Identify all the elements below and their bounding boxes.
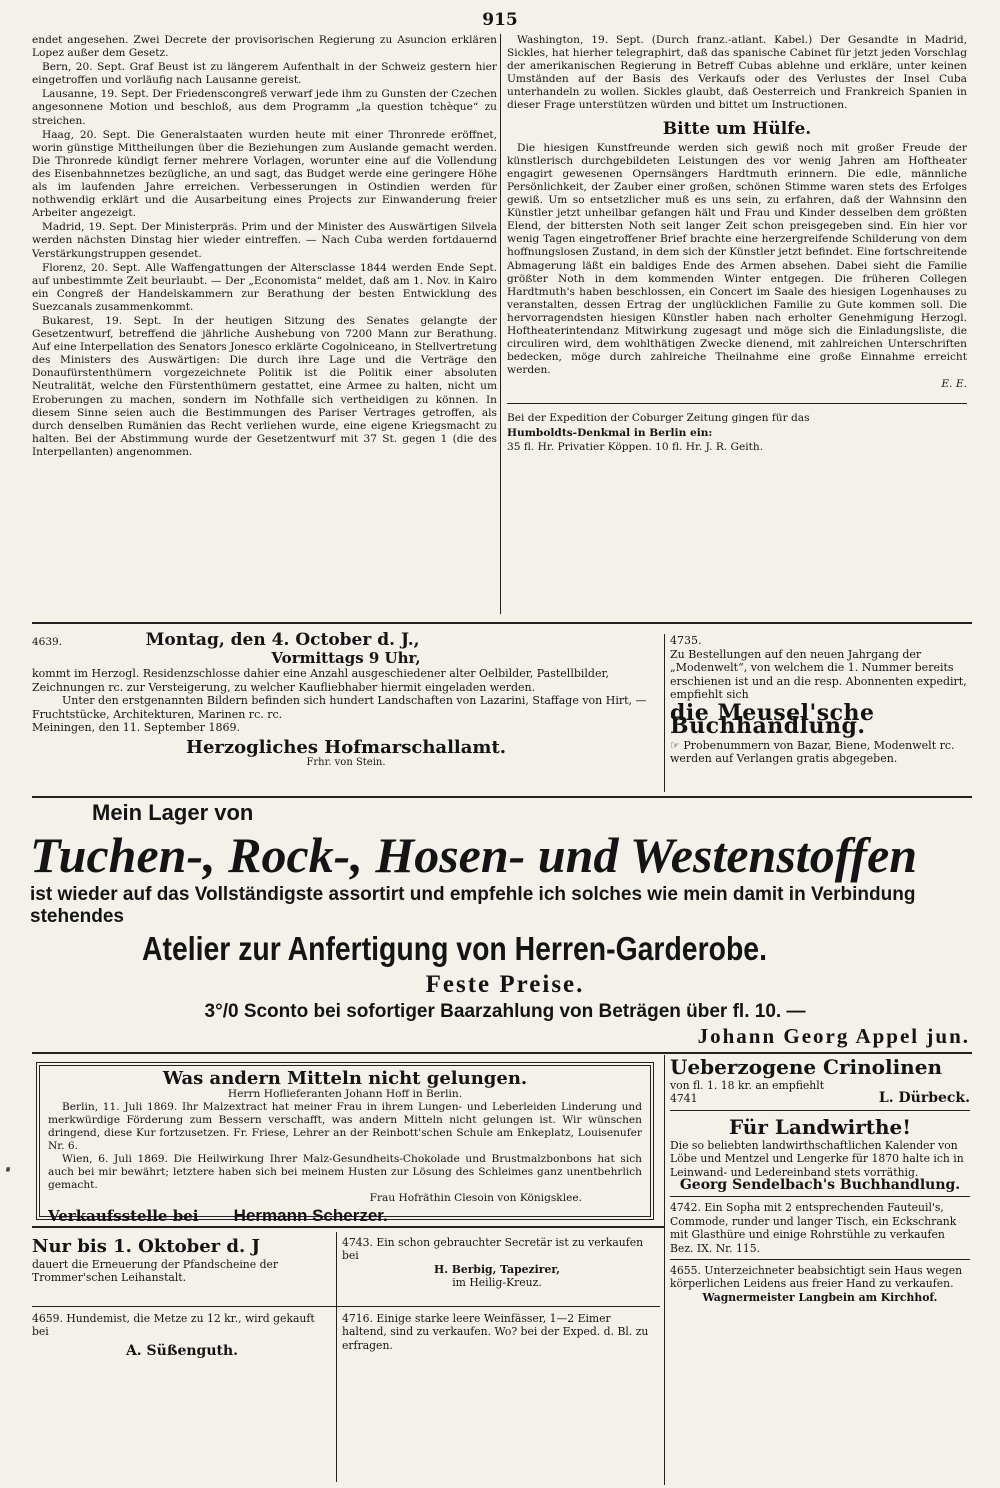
lower-ads-top-rule	[32, 1052, 972, 1054]
ads-top-rule	[32, 622, 972, 624]
news-column-right	[507, 34, 967, 614]
dog-dung-seller: A. Süßenguth.	[125, 1342, 239, 1359]
secretary-text: 4743. Ein schon gebrauchter Secretär ist zu verkaufen bei	[342, 1236, 644, 1263]
malt-sales-point	[48, 1206, 642, 1225]
news-item-asuncion: endet angesehen. Zwei Decrete der provisorischen Regierung zu Asuncion erklären Lopez außer dem Gesetz.	[32, 34, 497, 60]
donation-line-1: Bei der Expedition der Coburger Zeitung gingen für das	[507, 412, 810, 425]
appeal-signature: E. E.	[941, 378, 967, 391]
wine-barrel-ad	[342, 1312, 652, 1352]
malt-addressee: Herrn Hoflieferanten Johann Hoff in Berlin.	[227, 1088, 463, 1100]
appeal-text: Die hiesigen Kunstfreunde werden sich gewiß noch mit großer Freude der künstlerisch durchgebildeten Leistungen des vor wenig Jahren am Hoftheater engagirt gewesenen Opernsängers Hardtmuth erinnern. Die edle, männliche Persönlichkeit, der Zauber einer großen, schönen Stimme waren stets des Erfolges gewiß. Um so entsetzlicher muß es uns sein, zu erfahren, daß der Wahnsinn den Künstler jetzt unheilbar gefangen hält und Frau und Kinder desselben dem größten Elend, der bittersten Noth seit langer Zeit schon preisgegeben sind. Ein hier vor wenig Tagen eingetroffener Brief brachte eine herzergreifende Schilderung von dem hoffnungslosen Zustand, in dem sich der Künstler jetzt befindet. Eine fortschreitende Abmagerung läßt ein baldiges Ende des Armen absehen. Dabei sieht die Familie größter Noth in dem kommenden Winter entgegen. Die früheren Collegen Hardtmuth's haben beschlossen, ein Concert im Saale des hiesigen Logenhauses zu veranstalten, dessen Ertrag der unglücklichen Familie zu Gute kommen soll. Die hervorragendsten hiesigen Künstler haben nach erholter Genehmigung Herzogl. Hoftheaterintendanz Mitwirkung zugesagt und möge sich die Einladungsliste, die circuliren wird, dem wohlthätigen Zwecke dienend, mit zahlreichen Unterschriften bedecken, möge durch zahlreiche Theilnahme eine große Einnahme erreicht werden.	[507, 141, 967, 377]
auction-date: Montag, den 4. October d. J.,	[145, 630, 420, 650]
crinoline-heading: Ueberzogene Crinolinen	[670, 1055, 942, 1079]
pawn-ad	[32, 1236, 332, 1285]
dog-dung-ad	[32, 1312, 332, 1358]
bookshop-text-1: Zu Bestellungen auf den neuen Jahrgang der „Modenwelt“, von welchem die 1. Nummer bereits erschienen ist und an die resp. Abonnenten expedirt, empfiehlt sich	[670, 647, 967, 701]
malt-heading: Was andern Mitteln nicht gelungen.	[162, 1068, 528, 1089]
auction-text-1: kommt im Herzogl. Residenzschlosse dahier eine Anzahl ausgeschiedener alter Oelbilder, Pastellbilder, Zeichnungen rc. zur Versteigerung, zu welcher Kaufliebhaber hiermit eingeladen werden.	[32, 667, 610, 694]
handwritten-margin-note: ·	[2, 1150, 13, 1190]
malt-seller: Hermann Scherzer.	[233, 1206, 388, 1225]
lower-ads-divider	[664, 1055, 665, 1485]
cloth-advertisement	[30, 800, 980, 1050]
auction-place-date: Meiningen, den 11. September 1869.	[32, 721, 240, 734]
house-ad: 4655. Unterzeichneter beabsichtigt sein Haus wegen körperlichen Leidens aus freier Hand zu verkaufen.	[670, 1264, 963, 1291]
right-ads-separator	[670, 1259, 970, 1260]
farmers-heading: Für Landwirthe!	[728, 1114, 912, 1139]
dog-dung-text: 4659. Hundemist, die Metze zu 12 kr., wird gekauft bei	[32, 1312, 315, 1339]
crinoline-footer	[670, 1092, 970, 1105]
auction-number: 4639.	[32, 636, 63, 648]
donation-line-2: Humboldts-Denkmal in Berlin ein:	[507, 426, 713, 439]
donation-notice	[507, 412, 967, 453]
cloth-merchant: Johann Georg Appel jun.	[697, 1024, 970, 1048]
sofa-ad: 4742. Ein Sopha mit 2 entsprechenden Fauteuil's, Commode, runder und langer Tisch, ein Eckschrank mit Glasthüre und einige Rohrstühle zu verkaufen Bez. IX. Nr. 115.	[670, 1201, 957, 1255]
bottom-ads-separator	[32, 1306, 660, 1307]
news-item-haag: Haag, 20. Sept. Die Generalstaaten wurden heute mit einer Thronrede eröffnet, worin günstige Mittheilungen über die Beziehungen zum Auslande gemacht werden. Die Thronrede kündigt ferner mehrere Vorlagen, worunter eine auf die Vollendung des Eisenbahnnetzes bezügliche, an und sagt, das Budget werde eine geringere Höhe als im laufenden Jahre erreichen. Verbesserungen in Ostindien werden für nothwendig erklärt und die Ausarbeitung eines Projects zur Einwanderung freier Arbeiter angezeigt.	[32, 128, 497, 220]
news-item-bern: Bern, 20. Sept. Graf Beust ist zu längerem Aufenthalt in der Schweiz gestern hier eingetroffen und vorläufig nach Lausanne gereist.	[32, 61, 497, 87]
appeal-heading: Bitte um Hülfe.	[662, 118, 812, 139]
bottom-ads-divider	[336, 1232, 337, 1482]
column-divider	[500, 34, 501, 614]
pawn-heading: Nur bis 1. Oktober d. J	[32, 1236, 261, 1257]
cloth-text: ist wieder auf das Vollständigste assortirt und empfehle ich solches wie mein damit in Verbindung stehendes	[30, 884, 916, 927]
pawn-text: dauert die Erneuerung der Pfandscheine der Trommer'schen Leihanstalt.	[32, 1258, 279, 1285]
section-divider	[507, 403, 967, 404]
cloth-fixed-prices: Feste Preise.	[425, 971, 585, 998]
farmers-text: Die so beliebten landwirthschaftlichen Kalender von Löbe und Mentzel und Lengerke für 1870 halte ich in Leinwand- und Ledereinband stets vorräthig.	[670, 1138, 964, 1179]
malt-letter-1: Berlin, 11. Juli 1869. Ihr Malzextract hat meiner Frau in ihrem Lungen- und Leberleiden Linderung und merkwürdige Förderung zum Bessern verschafft, was andern Mitteln nicht gelungen ist. Wir wünschen dringend, diese Kur fortzusetzen. Fr. Friese, Lehrer an der Reinbott'schen Schule am Enkeplatz, Louisenufer Nr. 6.	[48, 1101, 642, 1152]
news-item-lausanne: Lausanne, 19. Sept. Der Friedenscongreß verwarf jede ihm zu Gunsten der Czechen angesonnene Motion und beschloß, aus dem Programm „la question tchèque“ zu streichen.	[32, 88, 497, 127]
news-item-florenz: Florenz, 20. Sept. Alle Waffengattungen der Altersclasse 1844 werden Ende Sept. auf unbestimmte Zeit beurlaubt. — Der „Economista“ meldet, daß am 1. Nov. in Kairo ein Congreß der Handelskammern zur Berathung der besten Entwicklung des Suezcanals zusammenkommt.	[32, 261, 497, 313]
right-ads-column	[670, 1055, 970, 1304]
donation-line-3: 35 fl. Hr. Privatier Köppen. 10 fl. Hr. J. R. Geith.	[507, 440, 764, 453]
cloth-atelier: Atelier zur Anfertigung von Herren-Garderobe.	[142, 930, 767, 967]
secretary-seller: H. Berbig, Tapezirer,	[434, 1262, 560, 1276]
cloth-discount: 3°/0 Sconto bei sofortiger Baarzahlung von Beträgen über fl. 10. —	[204, 1001, 806, 1022]
bookshop-advertisement	[670, 634, 970, 792]
page-number: 915	[482, 10, 518, 30]
cloth-headline: Tuchen-, Rock-, Hosen- und Westenstoffen	[30, 827, 918, 883]
cloth-ad-top-rule	[32, 796, 972, 798]
bookshop-number: 4735.	[670, 634, 702, 647]
malt-sales-label: Verkaufsstelle bei	[48, 1207, 199, 1225]
cloth-intro: Mein Lager von	[92, 800, 254, 825]
auction-text-2: Unter den erstgenannten Bildern befinden sich hundert Landschaften von Lazarini, Staffage von Hirt, — Fruchtstücke, Architekturen, Marinen rc. rc.	[32, 694, 647, 721]
auction-signature: Herzogliches Hofmarschallamt.	[185, 736, 507, 758]
news-item-washington: Washington, 19. Sept. (Durch franz.-atlant. Kabel.) Der Gesandte in Madrid, Sickles, hat hierher telegraphirt, daß das spanische Cabinet für jetzt jeden Vorschlag der amerikanischen Regierung in Betreff Cubas ablehne und erkläre, unter keinen Umständen auf der Basis des Verkaufs oder des Verlustes der Insel Cuba unterhandeln zu wollen. Sickles glaubt, daß Oesterreich und Frankreich Spanien in dieser Frage unterstützen würden und bittet um Instructionen.	[507, 34, 967, 112]
bottom-ads-top-rule	[32, 1226, 664, 1228]
ads-divider	[664, 634, 665, 792]
news-item-madrid: Madrid, 19. Sept. Der Ministerpräs. Prim und der Minister des Auswärtigen Silvela werden nächsten Dinstag hier wieder eintreffen. — Nach Cuba werden fortdauernd Verstärkungstruppen gesendet.	[32, 221, 497, 260]
auction-advertisement	[32, 630, 660, 792]
crinoline-seller: L. Dürbeck.	[878, 1090, 970, 1107]
auction-sub-signature: Frhr. von Stein.	[306, 757, 386, 768]
right-ads-separator	[670, 1196, 970, 1197]
farmers-seller: Georg Sendelbach's Buchhandlung.	[679, 1177, 961, 1194]
house-seller: Wagnermeister Langbein am Kirchhof.	[702, 1290, 938, 1304]
auction-time: Vormittags 9 Uhr,	[271, 648, 421, 667]
crinoline-price: von fl. 1. 18 kr. an empfiehlt	[670, 1079, 825, 1092]
bottom-ads	[32, 1232, 660, 1482]
news-column-left	[32, 34, 497, 614]
malt-letter-2: Wien, 6. Juli 1869. Die Heilwirkung Ihrer Malz-Gesundheits-Chokolade und Brustmalzbonbons hat sich auch bei mir bewährt; letztere haben sich bei meinem Husten zur Lösung des Schleimes ganz unentbehrlich gemacht.	[48, 1153, 642, 1191]
wine-barrel-text: 4716. Einige starke leere Weinfässer, 1—2 Eimer haltend, sind zu verkaufen. Wo? bei der Exped. d. Bl. zu erfragen.	[342, 1312, 649, 1352]
bookshop-name: die Meusel'sche Buchhandlung.	[670, 699, 875, 739]
crinoline-number: 4741	[670, 1092, 698, 1106]
malt-extract-advertisement	[36, 1062, 654, 1225]
bookshop-text-2: ☞ Probenummern von Bazar, Biene, Modenwelt rc. werden auf Verlangen gratis abgegeben.	[670, 738, 955, 765]
secretary-ad	[342, 1236, 652, 1290]
malt-letter-2-signature: Frau Hofräthin Clesoin von Königsklee.	[369, 1192, 582, 1204]
secretary-place: im Heilig-Kreuz.	[452, 1276, 542, 1290]
right-ads-separator	[670, 1110, 970, 1111]
news-item-bukarest: Bukarest, 19. Sept. In der heutigen Sitzung des Senates gelangte der Gesetzentwurf, betreffend die jährliche Aushebung von 7200 Mann zur Berathung. Auf eine Interpellation des Senators Jonesco erklärte Cogolniceano, in Stellvertretung des Ministers des Auswärtigen: Die durch ihre Lage und die Verträge den Donaufürstenthümern vorgezeichnete Politik ist die Politik einer absoluten Neutralität, welche den Fürstenthümern gestattet, eine Armee zu halten, nicht um Eroberungen zu machen, sondern im Nothfalle sich vertheidigen zu können. In diesem Sinne seien auch die Bestimmungen des Pariser Vertrages getroffen, als durch denselben Rumänien das Recht verliehen wurde, eine eigene Kriegsmacht zu halten. Bei der Abstimmung wurde der Gesetzentwurf mit 37 St. gegen 1 (die des Interpellanten) angenommen.	[32, 314, 497, 458]
